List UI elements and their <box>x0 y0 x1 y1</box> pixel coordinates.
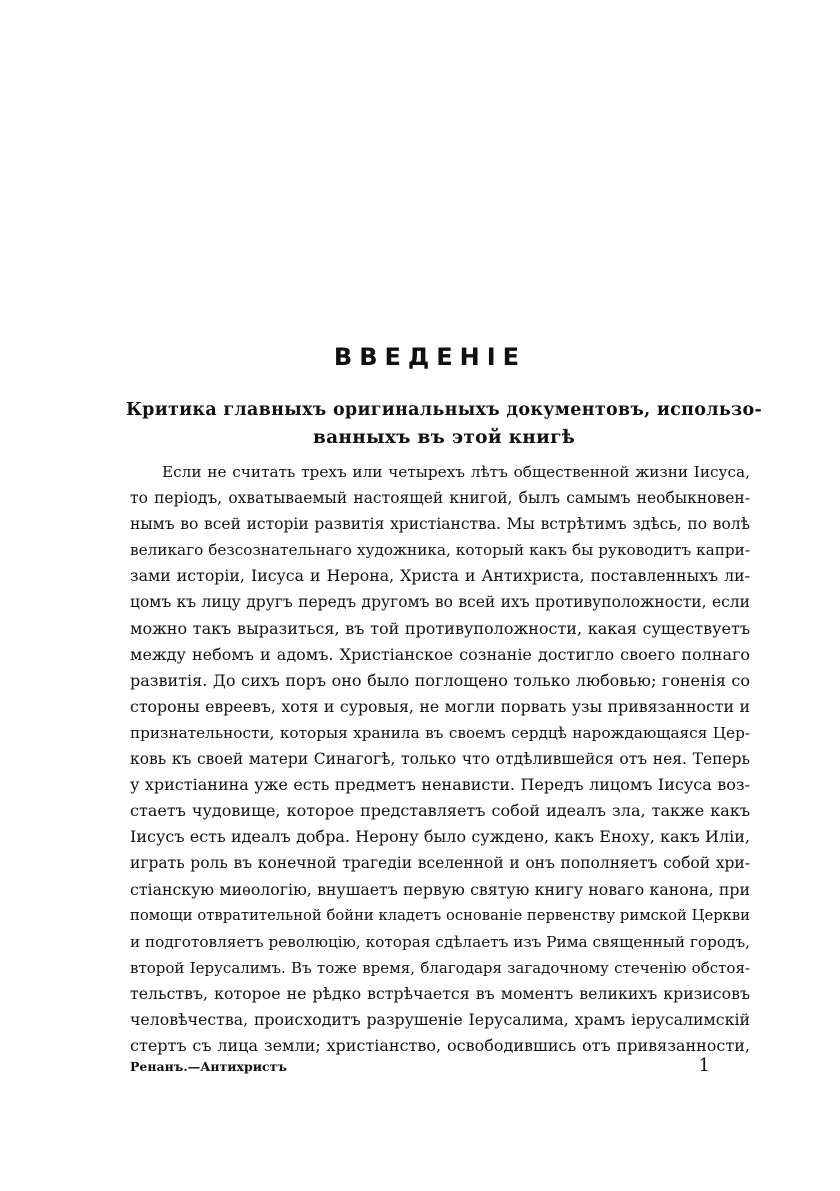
text-line: помощи отвратительной бойни кладетъ основаніе первенству римской Церкви <box>130 906 750 924</box>
text-line: играть роль въ конечной трагедіи вселенной и онъ пополняетъ собой хри- <box>130 854 750 873</box>
text-line: человѣчества, происходитъ разрушеніе Іерусалима, храмъ іерусалимскій <box>130 1009 750 1029</box>
text-line: развитія. До сихъ поръ оно было поглощено только любовью; гоненія со <box>130 670 750 690</box>
text-line: стаетъ чудовище, которое представляетъ собой идеалъ зла, также какъ <box>130 801 750 821</box>
page-footer <box>130 1055 750 1079</box>
running-title: Ренанъ.—Антихристъ <box>130 1059 287 1074</box>
text-line: стертъ съ лица земли; христіанство, освободившись отъ привязанности, <box>130 1036 750 1056</box>
text-line: тельствъ, которое не рѣдко встрѣчается въ моментъ великихъ кризисовъ <box>130 983 750 1003</box>
text-line: Іисусъ есть идеалъ добра. Нерону было суждено, какъ Еноху, какъ Иліи, <box>130 827 750 847</box>
text-line: второй Іерусалимъ. Въ тоже время, благодаря загадочному стеченію обстоя- <box>130 958 750 977</box>
text-line: великаго безсознательнаго художника, который какъ бы руководитъ капри- <box>130 541 750 560</box>
text-line: нымъ во всей исторіи развитія христіанства. Мы встрѣтимъ здѣсь, по волѣ <box>130 515 750 534</box>
text-line: цомъ къ лицу другъ передъ другомъ во всей ихъ противуположности, если <box>130 593 750 612</box>
text-line: у христіанина уже есть предметъ ненависти. Передъ лицомъ Іисуса воз- <box>130 775 750 795</box>
text-line: признательности, которыя хранила въ своемъ сердцѣ нарождающаяся Цер- <box>130 723 750 742</box>
text-line: можно такъ выразиться, въ той противуположности, какая существуетъ <box>130 618 750 638</box>
page-number: 1 <box>698 1055 710 1076</box>
text-line: то періодъ, охватываемый настоящей книгой, былъ самымъ необыкновен- <box>130 489 750 508</box>
chapter-subtitle <box>124 397 764 451</box>
body-text <box>130 459 750 1059</box>
chapter-heading: ВВЕДЕНІЕ <box>333 343 527 371</box>
text-line: ковь къ своей матери Синагогѣ, только что отдѣлившейся отъ нея. Теперь <box>130 750 750 769</box>
text-line: стороны евреевъ, хотя и суровыя, не могли порвать узы привязанности и <box>130 696 750 716</box>
text-line: между небомъ и адомъ. Христіанское сознаніе достигло своего полнаго <box>130 644 750 664</box>
text-line: Если не считать трехъ или четырехъ лѣтъ общественной жизни Іисуса, <box>162 463 750 481</box>
text-line: стіанскую миѳологію, внушаетъ первую святую книгу новаго канона, при <box>130 879 750 899</box>
subtitle-line-2: ванныхъ въ этой книгѣ <box>312 427 576 448</box>
subtitle-line-1: Критика главныхъ оригинальныхъ документовъ, использо- <box>125 400 763 420</box>
text-line: и подготовляетъ революцію, которая сдѣлаетъ изъ Рима священный городъ, <box>130 932 750 951</box>
text-line: зами исторіи, Іисуса и Нерона, Христа и Антихриста, поставленныхъ ли- <box>130 566 750 586</box>
